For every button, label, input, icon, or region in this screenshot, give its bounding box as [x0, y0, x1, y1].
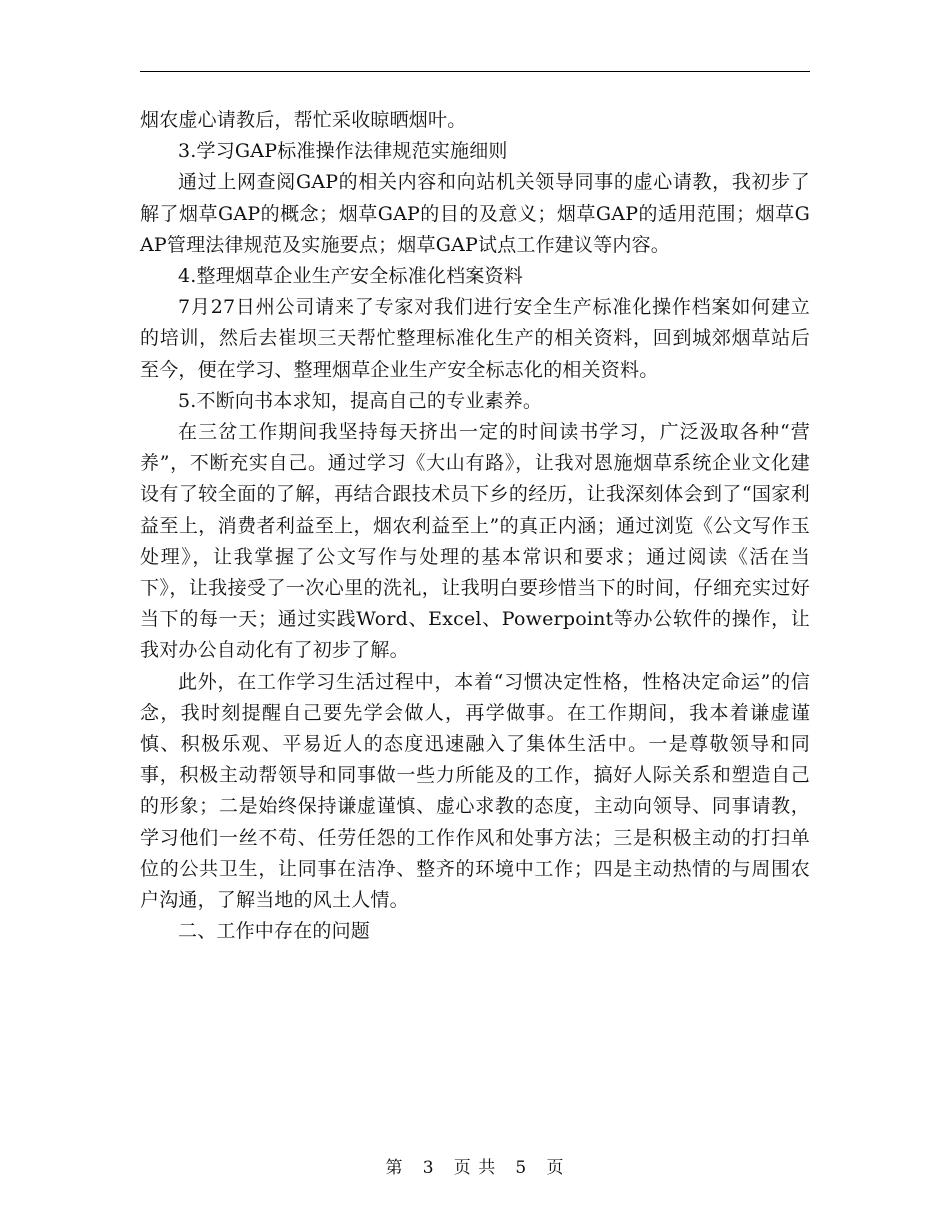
- page-footer: [0, 1153, 950, 1178]
- footer-page-number: 3: [422, 1158, 435, 1178]
- footer-total-pages: 5: [515, 1158, 528, 1178]
- paragraph-archive: 7月27日州公司请来了专家对我们进行安全生产标准化操作档案如何建立的培训，然后去崔坝三天帮忙整理标准化生产的相关资料，回到城郊烟草站后至今，便在学习、整理烟草企业生产安全标志化的相关资料。: [140, 296, 810, 381]
- footer-suffix: 页: [546, 1158, 565, 1178]
- body-text: [140, 105, 810, 947]
- section-heading-problems: 二、工作中存在的问题: [178, 920, 371, 943]
- section-heading-gap: 3.学习GAP标准操作法律规范实施细则: [178, 140, 508, 163]
- paragraph-gap-study: 通过上网查阅GAP的相关内容和向站机关领导同事的虚心请教，我初步了解了烟草GAP的概念；烟草GAP的目的及意义；烟草GAP的适用范围；烟草GAP管理法律规范及实施要点；烟草GAP试点工作建议等内容。: [140, 171, 810, 256]
- section-heading-reading: 5.不断向书本求知，提高自己的专业素养。: [178, 389, 543, 412]
- paragraph-reading: 在三岔工作期间我坚持每天挤出一定的时间读书学习，广泛汲取各种“营养”，不断充实自己。通过学习《大山有路》，让我对恩施烟草系统企业文化建设有了较全面的了解，再结合跟技术员下乡的经历，让我深刻体会到了“国家利益至上，消费者利益至上，烟农利益至上”的真正内涵；通过浏览《公文写作玉处理》，让我掌握了公文写作与处理的基本常识和要求；通过阅读《活在当下》，让我接受了一次心里的洗礼，让我明白要珍惜当下的时间，仔细充实过好当下的每一天；通过实践Word、Excel、Powerpoint等办公软件的操作，让我对办公自动化有了初步了解。: [140, 421, 810, 662]
- header-rule: [140, 71, 810, 72]
- section-heading-archive: 4.整理烟草企业生产安全标准化档案资料: [178, 265, 523, 288]
- paragraph-conduct: 此外，在工作学习生活过程中，本着“习惯决定性格，性格决定命运”的信念，我时刻提醒自己要先学会做人，再学做事。在工作期间，我本着谦虚谨慎、积极乐观、平易近人的态度迅速融入了集体生活中。一是尊敬领导和同事，积极主动帮领导和同事做一些力所能及的工作，搞好人际关系和塑造自己的形象；二是始终保持谦虚谨慎、虚心求教的态度，主动向领导、同事请教，学习他们一丝不苟、任劳任怨的工作作风和处事方法；三是积极主动的打扫单位的公共卫生，让同事在洁净、整齐的环境中工作；四是主动热情的与周围农户沟通，了解当地的风土人情。: [140, 670, 810, 912]
- footer-prefix: 第: [385, 1158, 404, 1178]
- footer-middle: 页 共: [453, 1158, 497, 1178]
- paragraph-continuation: 烟农虚心请教后，帮忙采收晾晒烟叶。: [140, 109, 467, 131]
